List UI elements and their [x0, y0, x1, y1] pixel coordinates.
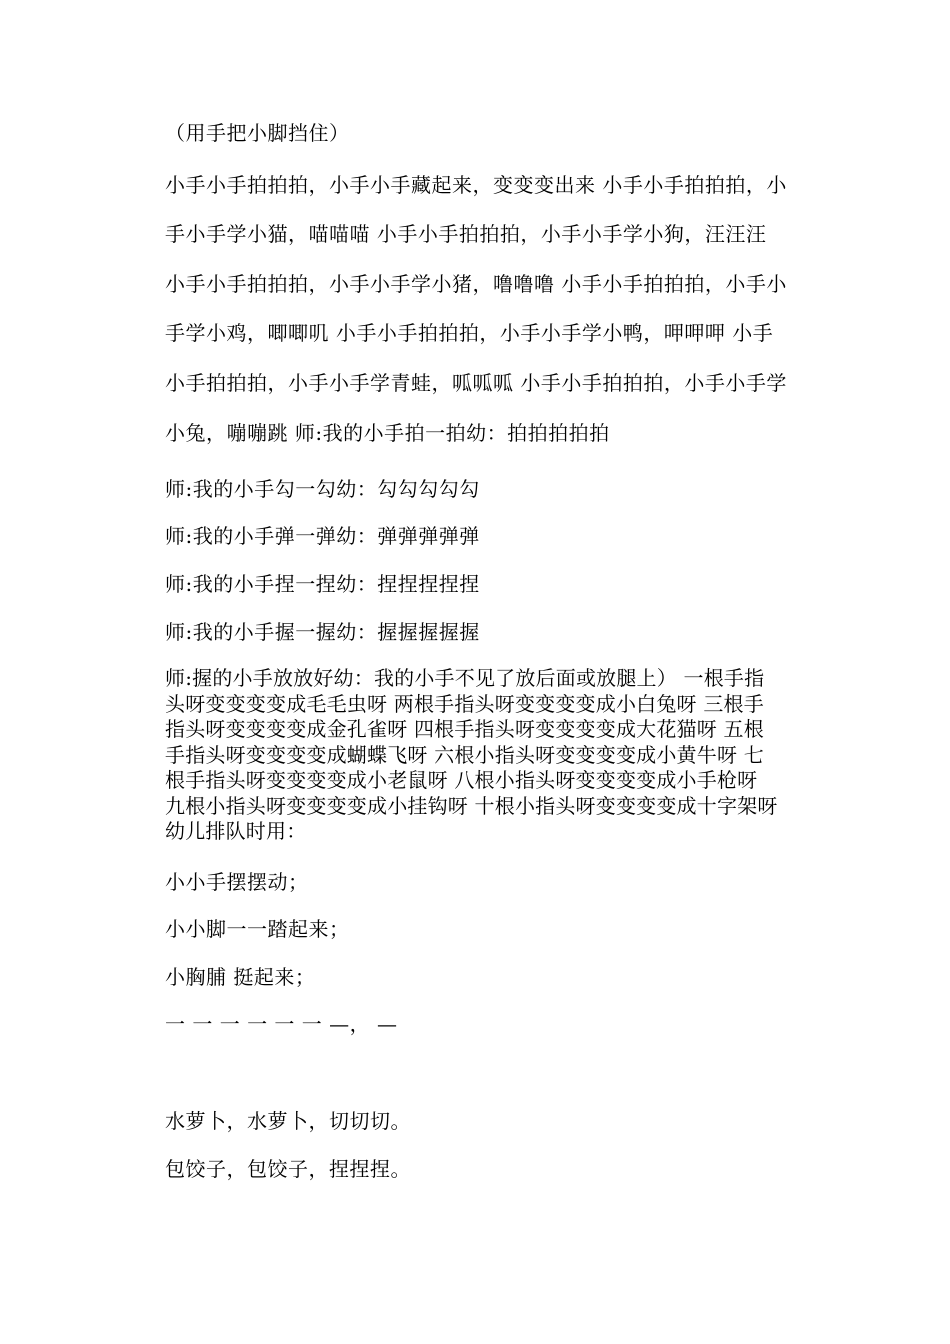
teacher-line: 师:我的小手捏一捏幼：捏捏捏捏捏	[165, 572, 480, 596]
teacher-line: 师:我的小手握一握幼：握握握握握	[165, 620, 480, 644]
food-line: 包饺子，包饺子，捏捏捏。	[165, 1157, 411, 1181]
teacher-line: 师:我的小手勾一勾幼：勾勾勾勾勾	[165, 477, 480, 501]
lineup-line: 小小手摆摆动；	[165, 870, 309, 894]
finger-song-line: 幼儿排队时用：	[165, 819, 307, 843]
lineup-line: 小小脚一一踏起来；	[165, 917, 350, 941]
clap-song-line: 小手小手拍拍拍，小手小手学小猪，噜噜噜 小手小手拍拍拍，小手小	[165, 272, 787, 296]
finger-song-line: 指头呀变变变变成金孔雀呀 四根手指头呀变变变变成大花猫呀 五根	[165, 717, 764, 741]
finger-song-line: 九根小指头呀变变变变成小挂钩呀 十根小指头呀变变变变成十字架呀	[165, 793, 778, 818]
lineup-line: 一 一 一 一 一 一 —， —	[165, 1012, 398, 1036]
clap-song-line: 手小手学小猫，喵喵喵 小手小手拍拍拍，小手小手学小狗，汪汪汪	[165, 222, 767, 246]
finger-song-line: 手指头呀变变变变成蝴蝶飞呀 六根小指头呀变变变变成小黄牛呀 七	[165, 742, 764, 767]
finger-song-line: 根手指头呀变变变变成小老鼠呀 八根小指头呀变变变变成小手枪呀	[165, 768, 758, 792]
clap-song-line: 小兔，嘣嘣跳 师:我的小手拍一拍幼：拍拍拍拍拍	[165, 421, 610, 445]
lineup-line: 小胸脯 挺起来；	[165, 965, 316, 989]
clap-song-line: 小手拍拍拍，小手小手学青蛙，呱呱呱 小手小手拍拍拍，小手小手学	[165, 371, 787, 395]
teacher-line: 师:我的小手弹一弹幼：弹弹弹弹弹	[165, 524, 480, 548]
intro-line: （用手把小脚挡住）	[165, 121, 350, 145]
finger-song-line: 师:握的小手放放好幼：我的小手不见了放后面或放腿上） 一根手指	[165, 666, 765, 690]
food-line: 水萝卜，水萝卜，切切切。	[165, 1109, 411, 1133]
clap-song-line: 小手小手拍拍拍，小手小手藏起来，变变变出来 小手小手拍拍拍，小	[165, 173, 787, 197]
finger-song-line: 头呀变变变变成毛毛虫呀 两根手指头呀变变变变成小白兔呀 三根手	[165, 691, 764, 716]
clap-song-line: 手学小鸡，唧唧叽 小手小手拍拍拍，小手小手学小鸭，呷呷呷 小手	[165, 321, 774, 345]
finger-song-paragraph	[165, 666, 855, 845]
